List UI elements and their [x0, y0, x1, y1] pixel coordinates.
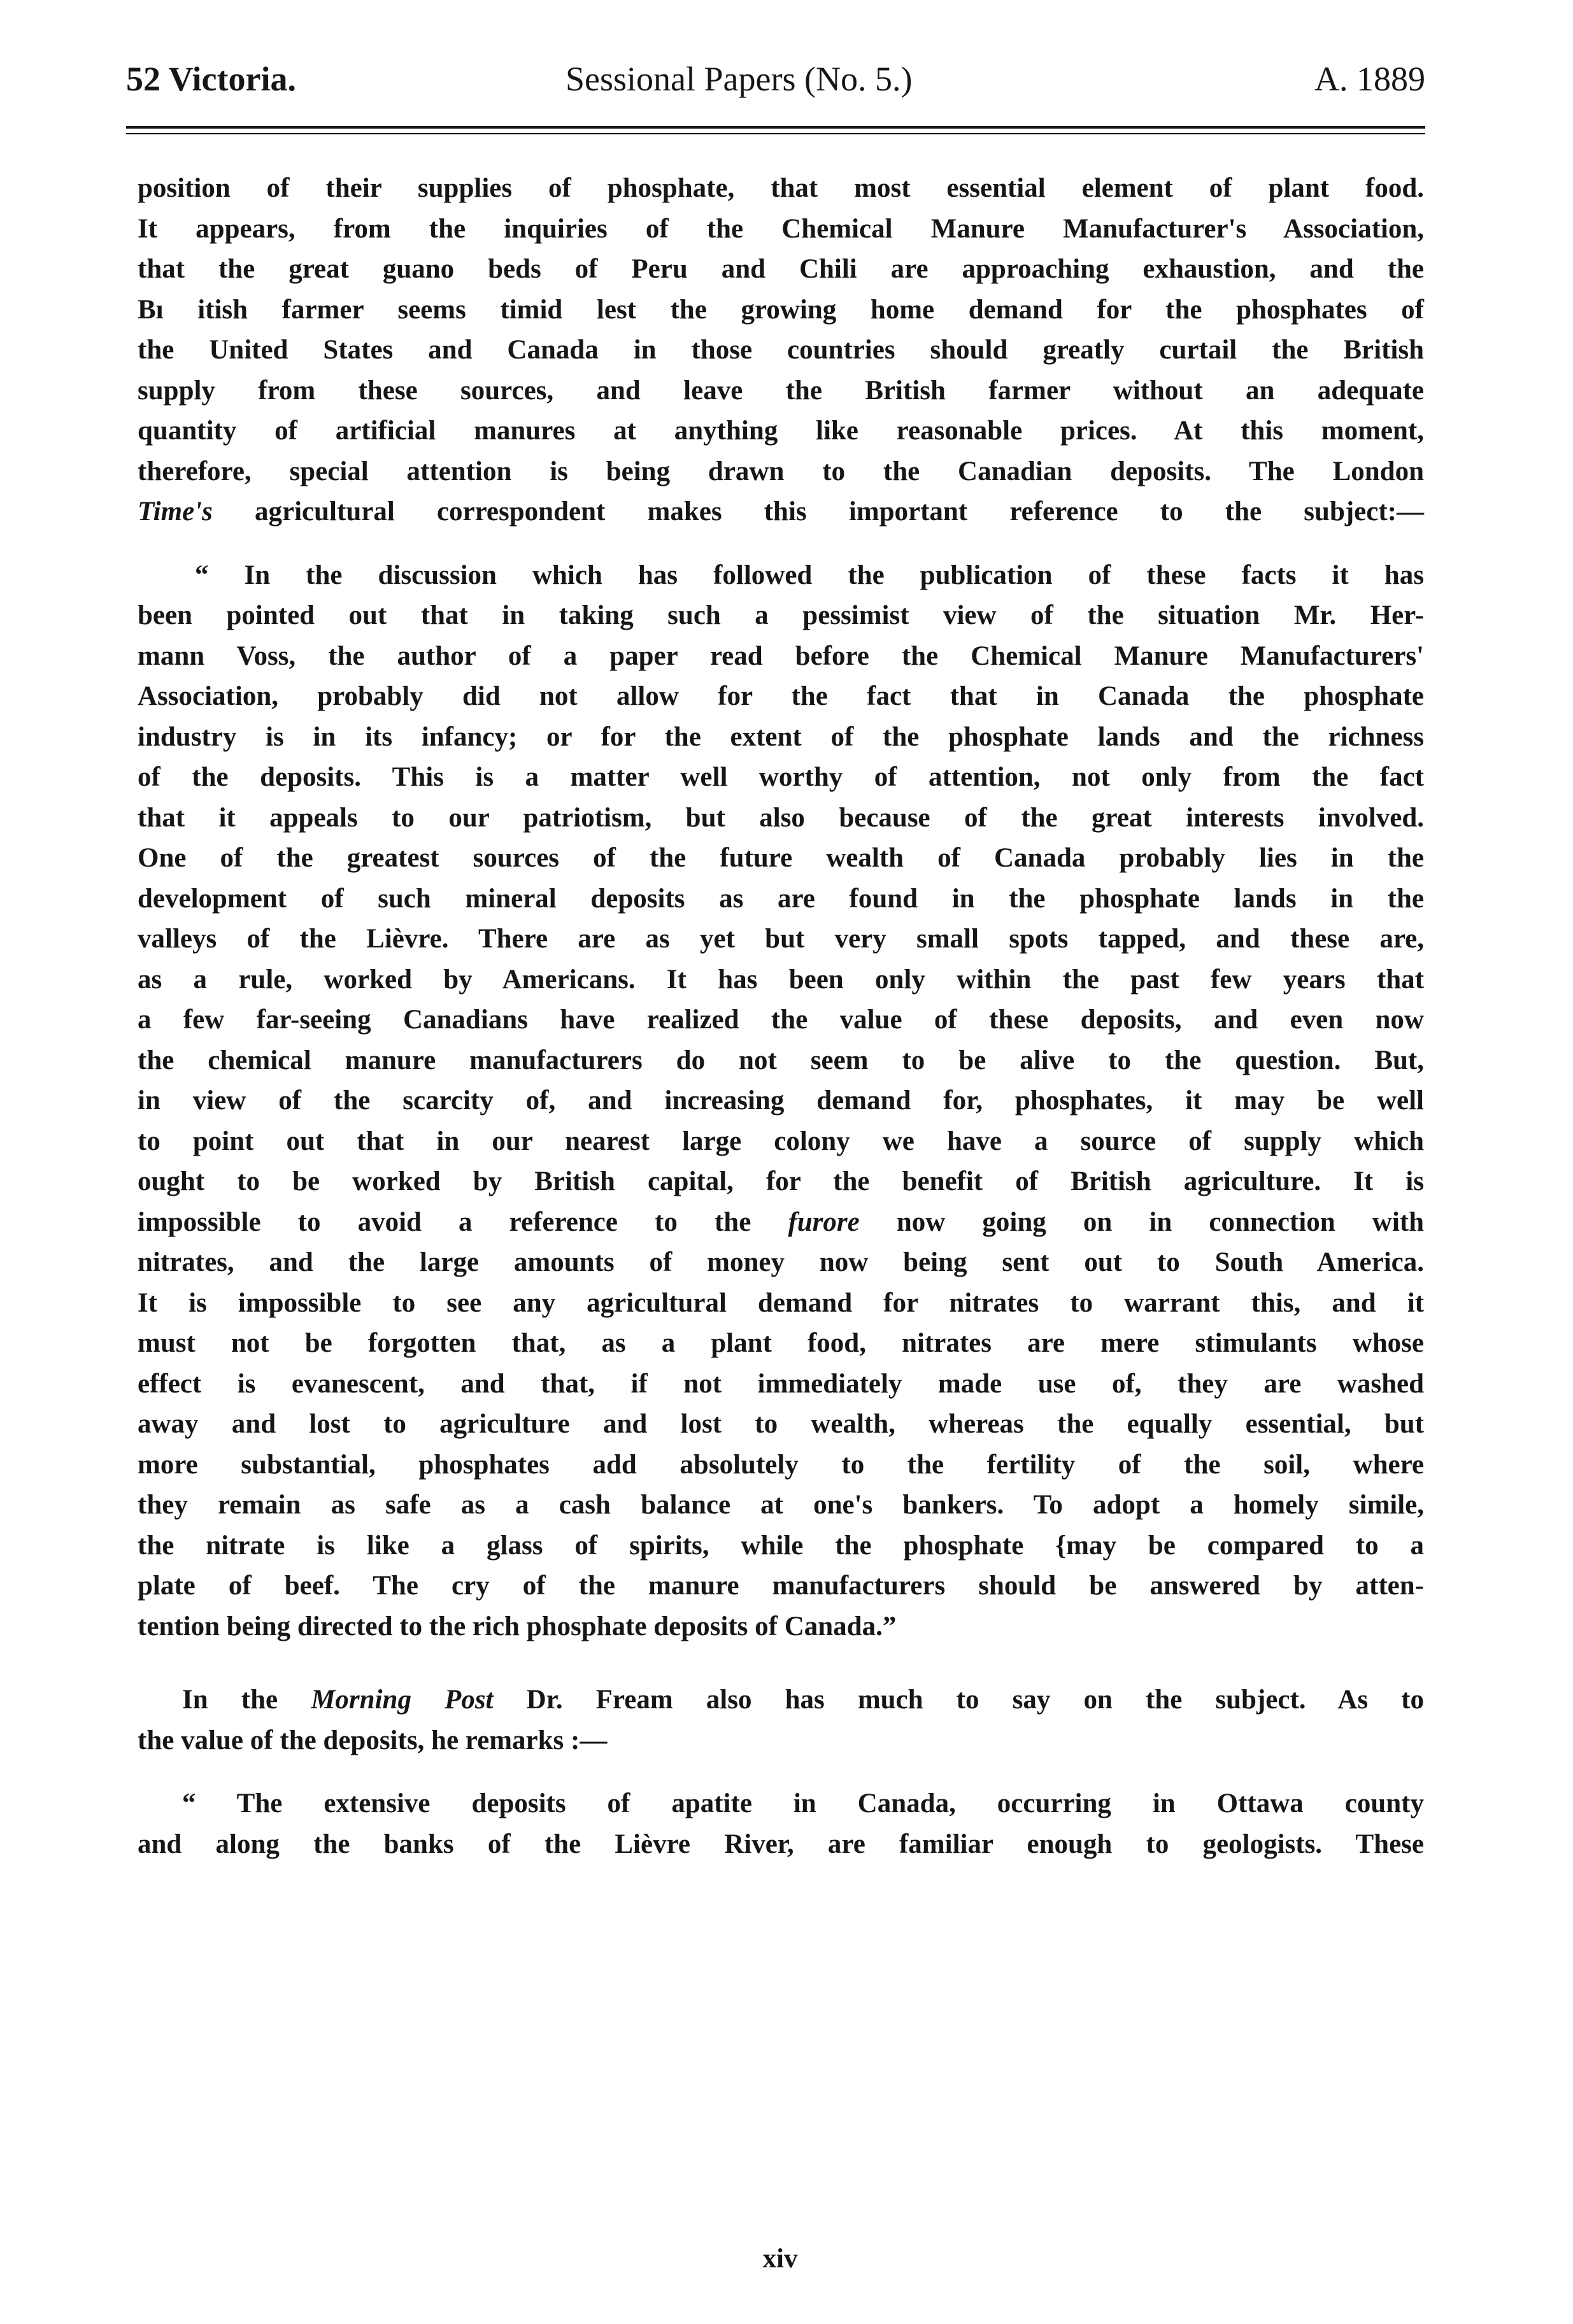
- body-line: therefore, special attention is being drawn to the Canadian deposits. The London: [138, 456, 1424, 486]
- quote-line: ought to be worked by British capital, for the benefit of British agriculture. It is: [138, 1166, 1424, 1196]
- body-line-with-italic: [138, 1680, 1424, 1720]
- body-line-with-italic: [138, 492, 1424, 532]
- quote-line: of the deposits. This is a matter well worthy of attention, not only from the fact: [138, 762, 1424, 792]
- body-line-before-italic: In the: [182, 1685, 311, 1715]
- quote-line: plate of beef. The cry of the manure manufacturers should be answered by atten-: [138, 1571, 1424, 1601]
- quote-line: the chemical manure manufacturers do not seem to be alive to the question. But,: [138, 1045, 1424, 1075]
- quote-line: been pointed out that in taking such a pessimist view of the situation Mr. Her-: [138, 600, 1424, 630]
- italic-publication-name: Time's: [138, 497, 213, 527]
- quote-line: in view of the scarcity of, and increasing demand for, phosphates, it may be well: [138, 1086, 1424, 1116]
- header-left-text: 52 Victoria.: [126, 60, 296, 98]
- quote-line: away and lost to agriculture and lost to wealth, whereas the equally essential, but: [138, 1409, 1424, 1439]
- header-center-text: Sessional Papers (No. 5.): [566, 60, 913, 98]
- italic-word-furore: furore: [788, 1207, 860, 1237]
- page-header: [126, 50, 1425, 108]
- quote-line: It is impossible to see any agricultural demand for nitrates to warrant this, and it: [138, 1287, 1424, 1318]
- quote-line: “ In the discussion which has followed the publication of these facts it has: [195, 560, 1424, 590]
- body-text: [138, 168, 1424, 1864]
- quote-line: the nitrate is like a glass of spirits, while the phosphate {may be compared to a: [138, 1530, 1424, 1561]
- header-rule-top: [126, 126, 1425, 129]
- quote-line: effect is evanescent, and that, if not immediately made use of, they are washed: [138, 1368, 1424, 1399]
- quote-line: they remain as safe as a cash balance at one's bankers. To adopt a homely simile,: [138, 1490, 1424, 1520]
- quote-line-before-italic: impossible to avoid a reference to the: [138, 1207, 788, 1237]
- body-line: position of their supplies of phosphate, that most essential element of plant food.: [138, 173, 1424, 203]
- quote-line: development of such mineral deposits as are found in the phosphate lands in the: [138, 883, 1424, 914]
- quote-line-with-italic: [138, 1202, 1424, 1243]
- header-rule-bottom: [126, 133, 1425, 134]
- body-line: supply from these sources, and leave the British farmer without an adequate: [138, 375, 1424, 406]
- quote-line: must not be forgotten that, as a plant food, nitrates are mere stimulants whose: [138, 1328, 1424, 1358]
- quote-line: that it appeals to our patriotism, but also because of the great interests involved.: [138, 802, 1424, 833]
- quote-line: nitrates, and the large amounts of money now being sent out to South America.: [138, 1247, 1424, 1277]
- quote-line: mann Voss, the author of a paper read before the Chemical Manure Manufacturers': [138, 641, 1424, 671]
- quote-line: “ The extensive deposits of apatite in Canada, occurring in Ottawa county: [182, 1789, 1424, 1818]
- page-number: xiv: [762, 2244, 798, 2274]
- body-line: Bı itish farmer seems timid lest the growing home demand for the phosphates of: [138, 294, 1424, 325]
- body-line: that the great guano beds of Peru and Chili are approaching exhaustion, and the: [138, 254, 1424, 284]
- body-line: the value of the deposits, he remarks :—: [138, 1725, 608, 1755]
- quote-line: and along the banks of the Lièvre River, are familiar enough to geologists. These: [138, 1829, 1424, 1859]
- body-line-after-italic: Dr. Fream also has much to say on the subject. As to: [493, 1685, 1424, 1715]
- body-line: It appears, from the inquiries of the Chemical Manure Manufacturer's Association,: [138, 213, 1424, 244]
- quote-line-after-italic: now going on in connection with: [859, 1207, 1425, 1237]
- quote-line: as a rule, worked by Americans. It has been only within the past few years that: [138, 964, 1424, 995]
- body-line-after-italic: agricultural correspondent makes this important reference to the subject:—: [212, 497, 1424, 527]
- quote-line: to point out that in our nearest large colony we have a source of supply which: [138, 1126, 1424, 1156]
- body-line: quantity of artificial manures at anything like reasonable prices. At this moment,: [138, 416, 1424, 446]
- body-line: the United States and Canada in those countries should greatly curtail the British: [138, 335, 1424, 365]
- quote-line: One of the greatest sources of the future wealth of Canada probably lies in the: [138, 843, 1424, 873]
- quote-line: a few far-seeing Canadians have realized the value of these deposits, and even now: [138, 1005, 1424, 1035]
- italic-publication-name: Morning Post: [311, 1685, 494, 1715]
- quote-line-last: tention being directed to the rich phosphate deposits of Canada.”: [138, 1611, 897, 1641]
- quote-line: more substantial, phosphates add absolutely to the fertility of the soil, where: [138, 1449, 1424, 1480]
- quote-line: industry is in its infancy; or for the extent of the phosphate lands and the richness: [138, 721, 1424, 752]
- quote-line: Association, probably did not allow for the fact that in Canada the phosphate: [138, 681, 1424, 711]
- quote-line: valleys of the Lièvre. There are as yet but very small spots tapped, and these are,: [138, 924, 1424, 954]
- header-right-text: A. 1889: [1314, 60, 1425, 98]
